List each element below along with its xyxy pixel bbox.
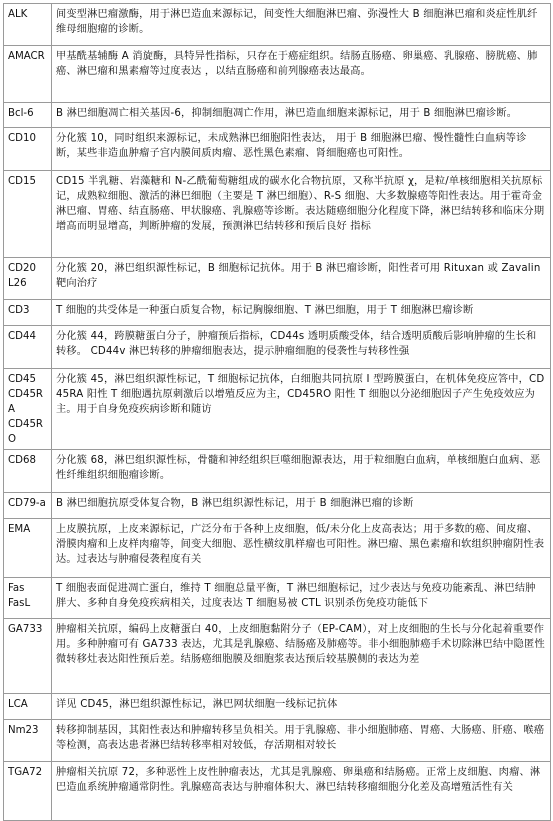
table-row (4, 450, 551, 493)
table-row (4, 4, 551, 46)
table-row (4, 694, 551, 720)
table-body (4, 4, 551, 821)
marker-name: CD45 CD45RA CD45RO (4, 369, 52, 450)
marker-name: Fas FasL (4, 578, 52, 619)
table-row (4, 326, 551, 369)
marker-description: T 细胞的共受体是一种蛋白质复合物，标记胸腺细胞、T 淋巴细胞，用于 T 细胞淋巴瘤诊断 (52, 300, 551, 326)
marker-description: 肿瘤相关抗原 72，多种恶性上皮性肿瘤表达，尤其是乳腺癌、卵巢癌和结肠癌。正常上皮细胞、肉瘤、淋巴造血系统肿瘤通常阴性。乳腺癌高表达与肿瘤体积大、淋巴结转移瘤细胞分化差及高增殖活性有关 (52, 762, 551, 821)
marker-name: GA733 (4, 619, 52, 694)
marker-description: 甲基酰基辅酶 A 消旋酶，具特异性指标，只存在于癌症组织。结肠直肠癌、卵巢癌、乳腺癌、膀胱癌、肺癌、淋巴瘤和黑素瘤等过度表达 ，以结直肠癌和前列腺癌表达最高。 (52, 46, 551, 103)
marker-name: CD10 (4, 128, 52, 171)
marker-name: Nm23 (4, 720, 52, 762)
marker-name: CD44 (4, 326, 52, 369)
marker-name: CD68 (4, 450, 52, 493)
marker-description: B 淋巴细胞抗原受体复合物，B 淋巴组织源性标记，用于 B 细胞淋巴瘤的诊断 (52, 493, 551, 519)
marker-name: ALK (4, 4, 52, 46)
marker-name: CD3 (4, 300, 52, 326)
marker-name: CD79-a (4, 493, 52, 519)
marker-name: Bcl-6 (4, 103, 52, 128)
marker-description: 分化簇 10，同时组织来源标记，未成熟淋巴细胞阳性表达， 用于 B 细胞淋巴瘤、慢性髓性白血病等诊断，某些非造血肿瘤子宫内膜间质肉瘤、恶性黑色素瘤、肾细胞癌也可阳性。 (52, 128, 551, 171)
marker-description: CD15 半乳糖、岩藻糖和 N-乙酰葡萄糖组成的碳水化合物抗原，又称半抗原 χ，是粒/单核细胞相关抗原标记，成熟粒细胞、激活的淋巴细胞（主要是 T 淋巴细胞）、R-S 细胞、大多数腺癌等阳性表达。用于霍奇金淋巴瘤、胃癌、结直肠癌、甲状腺癌、乳腺癌等诊断。表达随癌细胞分化程度下降，淋巴结转移和临床分期增高而明显增高，判断肿瘤的发展，预测淋巴结转移和预后良好 指标 (52, 171, 551, 258)
marker-name: CD20 L26 (4, 258, 52, 300)
table-row (4, 46, 551, 103)
table-row (4, 519, 551, 578)
table-row (4, 578, 551, 619)
marker-description: 转移抑制基因，其阳性表达和肿瘤转移呈负相关。用于乳腺癌、非小细胞肺癌、胃癌、大肠癌、肝癌、喉癌等检测，高表达患者淋巴结转移率相对较低，存活期相对较长 (52, 720, 551, 762)
marker-table (3, 3, 551, 821)
marker-name: EMA (4, 519, 52, 578)
table-row (4, 258, 551, 300)
table-row (4, 493, 551, 519)
table-row (4, 720, 551, 762)
table-row (4, 128, 551, 171)
marker-name: LCA (4, 694, 52, 720)
table-row (4, 762, 551, 821)
marker-description: 分化簇 68，淋巴组织源性标，骨髓和神经组织巨噬细胞源表达，用于粒细胞白血病，单核细胞白血病、恶性纤维组织细胞瘤诊断。 (52, 450, 551, 493)
table-row (4, 171, 551, 258)
marker-description: 肿瘤相关抗原，编码上皮糖蛋白 40，上皮细胞黏附分子（EP-CAM），对上皮细胞的生长与分化起着重要作用。多种肿瘤可有 GA733 表达，尤其是乳腺癌、结肠癌及肺癌等。非小细胞肺癌手术切除淋巴结中隐匿性微转移灶表达阳性预后差。结肠癌细胞膜及细胞浆表达预后较基膜侧的表达为差 (52, 619, 551, 694)
marker-name: AMACR (4, 46, 52, 103)
marker-description: 分化簇 20，淋巴组织源性标记，B 细胞标记抗体。用于 B 淋巴瘤诊断，阳性者可用 Rituxan 或 Zavalin 靶向治疗 (52, 258, 551, 300)
marker-description: 详见 CD45，淋巴组织源性标记，淋巴网状细胞一线标记抗体 (52, 694, 551, 720)
marker-description: B 淋巴细胞凋亡相关基因-6，抑制细胞凋亡作用，淋巴造血细胞来源标记，用于 B 细胞淋巴瘤诊断。 (52, 103, 551, 128)
marker-description: 上皮膜抗原，上皮来源标记，广泛分布于各种上皮细胞，低/未分化上皮高表达；用于多数的癌、间皮瘤、滑膜肉瘤和上皮样肉瘤等，间变大细胞、恶性横纹肌样瘤也可阳性。淋巴瘤、黑色素瘤和软组织肿瘤阴性表达。过表达与肿瘤侵袭程度有关 (52, 519, 551, 578)
marker-description: T 细胞表面促进凋亡蛋白，维持 T 细胞总量平衡，T 淋巴细胞标记，过少表达与免疫功能紊乱、淋巴结肿胖大、多种自身免疫疾病相关，过度表达 T 细胞易被 CTL 识别杀伤免疫功能低下 (52, 578, 551, 619)
marker-name: CD15 (4, 171, 52, 258)
table-row (4, 103, 551, 128)
marker-description: 分化簇 45，淋巴组织源性标记，T 细胞标记抗体，白细胞共同抗原 I 型跨膜蛋白，在机体免疫应答中，CD45RA 阳性 T 细胞遇抗原刺激后以增殖反应为主，CD45RO 阳性 T 细胞以分泌细胞因子产生免疫效应为主。用于自身免疫疾病诊断和随访 (52, 369, 551, 450)
table-row (4, 619, 551, 694)
marker-description: 分化簇 44，跨膜糖蛋白分子，肿瘤预后指标，CD44s 透明质酸受体，结合透明质酸后影响肿瘤的生长和转移。 CD44v 淋巴转移的肿瘤细胞表达，提示肿瘤细胞的侵袭性与转移性强 (52, 326, 551, 369)
marker-name: TGA72 (4, 762, 52, 821)
table-row (4, 300, 551, 326)
marker-description: 间变型淋巴瘤激酶，用于淋巴造血来源标记，间变性大细胞淋巴瘤、弥漫性大 B 细胞淋巴瘤和炎症性肌纤维母细胞瘤的诊断。 (52, 4, 551, 46)
table-row (4, 369, 551, 450)
